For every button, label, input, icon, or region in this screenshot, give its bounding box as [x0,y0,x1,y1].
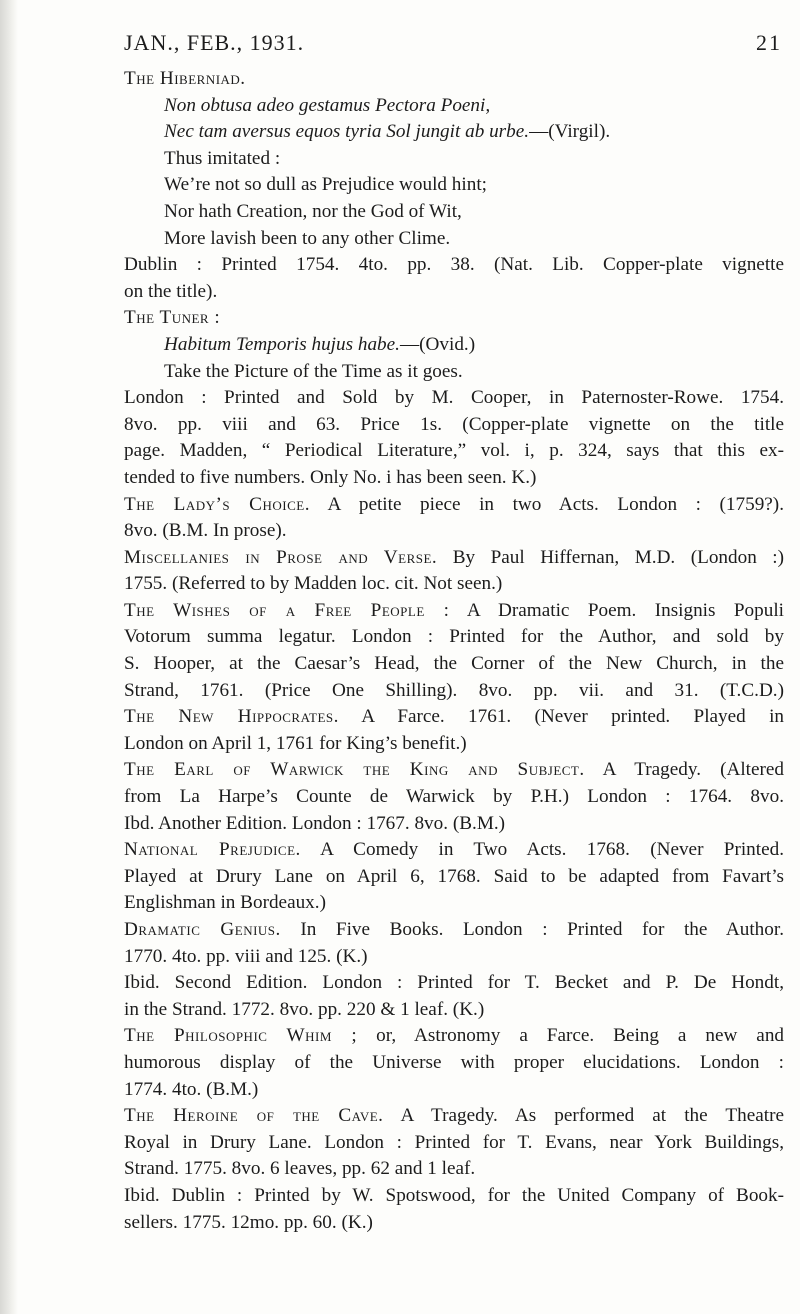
bibliography-entry [124,1103,784,1236]
entry-line: S. Hooper, at the Caesar’s Head, the Corner of the New Church, in the [124,653,784,675]
running-header [124,30,784,66]
entry-line: Nor hath Creation, nor the God of Wit, [164,200,462,222]
entry-title: The Wishes of a Free People : [124,599,450,621]
entry-line: The Lady’s Choice. A petite piece in two Acts. London : (1759?). [124,493,784,515]
entry-line: London : Printed and Sold by M. Cooper, in Paternoster-Rowe. 1754. [124,387,784,409]
entry-line: Dramatic Genius. In Five Books. London : Printed for the Author. [124,919,784,940]
latin-motto: Habitum Temporis hujus habe. [164,333,400,355]
entry-line: Royal in Drury Lane. London : Printed for T. Evans, near York Buildings, [124,1131,784,1153]
latin-motto: Nec tam aversus equos tyria Sol jungit ab urbe. [164,121,530,143]
bibliography-entry [124,598,784,704]
entry-line: The Heroine of the Cave. A Tragedy. As performed at the Theatre [124,1105,785,1127]
entry-line: Strand, 1761. (Price One Shilling). 8vo. pp. vii. and 31. (T.C.D.) [124,679,784,701]
entry-line: The Philosophic Whim ; or, Astronomy a Farce. Being a new and [124,1025,785,1047]
bibliography-entry [124,305,784,491]
page-number: 21 [756,30,782,55]
entry-line: We’re not so dull as Prejudice would hint; [164,174,487,196]
bibliography-entry [124,757,784,837]
entry-title: The Philosophic Whim ; [124,1025,358,1047]
entry-title: The New Hippocrates. [124,706,339,728]
entry-line: The Wishes of a Free People : A Dramatic Poem. Insignis Populi [124,599,784,621]
bibliography-entry [124,1023,784,1103]
entry-line: 1755. (Referred to by Madden loc. cit. Not seen.) [124,573,503,595]
entry-line: page. Madden, “ Periodical Literature,” vol. i, p. 324, says that this ex- [124,440,784,462]
entry-line: from La Harpe’s Counte de Warwick by P.H.) London : 1764. 8vo. [124,786,784,808]
entry-title: The Earl of Warwick the King and Subject. [124,759,585,781]
entry-title: The Tuner : [124,307,221,329]
entry-line: Miscellanies in Prose and Verse. By Paul Hiffernan, M.D. (London :) [124,546,784,568]
entry-line: 8vo. pp. viii and 63. Price 1s. (Copper-plate vignette on the title [124,413,784,435]
entry-title: National Prejudice. [124,839,301,861]
entry-line: tended to five numbers. Only No. i has been seen. K.) [124,466,537,488]
entry-line: 8vo. (B.M. In prose). [124,520,287,542]
entry-title: The Hiberniad. [124,68,246,89]
entry-line: sellers. 1775. 12mo. pp. 60. (K.) [124,1211,373,1233]
entry-title: The Lady’s Choice. [124,493,310,515]
entry-line: Nec tam aversus equos tyria Sol jungit ab urbe.—(Virgil). [164,121,611,143]
entry-line: Ibid. Dublin : Printed by W. Spotswood, for the United Company of Book- [124,1184,784,1206]
entry-line: Ibd. Another Edition. London : 1767. 8vo. (B.M.) [124,812,506,834]
bibliography-entry [124,917,784,1023]
entry-line: The New Hippocrates. A Farce. 1761. (Never printed. Played in [124,706,784,728]
entry-line: Votorum summa legatur. London : Printed for the Author, and sold by [124,626,784,648]
bibliography-entry [124,545,784,598]
bibliography-entry [124,837,784,917]
bibliography-entry [124,66,784,305]
entry-line: in the Strand. 1772. 8vo. pp. 220 & 1 leaf. (K.) [124,998,485,1020]
entry-line: The Earl of Warwick the King and Subject. A Tragedy. (Altered [124,759,784,781]
entry-line: humorous display of the Universe with proper elucidations. London : [124,1051,784,1073]
entry-line: More lavish been to any other Clime. [164,227,451,249]
entry-line: 1774. 4to. (B.M.) [124,1078,259,1100]
entry-line [124,93,784,120]
entry-line: 1770. 4to. pp. viii and 125. (K.) [124,945,368,967]
bibliography-entries [124,66,784,1236]
entry-line: London on April 1, 1761 for King’s benefit.) [124,732,467,754]
entry-title: Miscellanies in Prose and Verse. [124,546,438,568]
entry-line: Ibid. Second Edition. London : Printed for T. Becket and P. De Hondt, [124,972,784,994]
header-date: JAN., FEB., 1931. [124,30,305,55]
entry-title: The Heroine of the Cave. [124,1105,384,1127]
entry-line: Englishman in Bordeaux.) [124,892,326,914]
entry-line: Thus imitated : [164,147,281,169]
entry-line: Played at Drury Lane on April 6, 1768. Said to be adapted from Favart’s [124,865,784,887]
latin-motto: Non obtusa adeo gestamus Pectora Poeni, [164,94,491,116]
bibliography-entry [124,492,784,545]
bibliography-entry [124,704,784,757]
entry-title: Dramatic Genius. [124,919,281,940]
entry-line: Strand. 1775. 8vo. 6 leaves, pp. 62 and 1 leaf. [124,1158,476,1180]
page-binding-edge [0,0,18,1314]
document-page [124,30,784,1236]
entry-line: National Prejudice. A Comedy in Two Acts. 1768. (Never Printed. [124,839,784,861]
entry-line: Habitum Temporis hujus habe.—(Ovid.) [164,333,476,355]
entry-line: Take the Picture of the Time as it goes. [164,360,463,382]
entry-line: Dublin : Printed 1754. 4to. pp. 38. (Nat. Lib. Copper-plate vignette [124,254,784,276]
entry-line: on the title). [124,280,218,302]
